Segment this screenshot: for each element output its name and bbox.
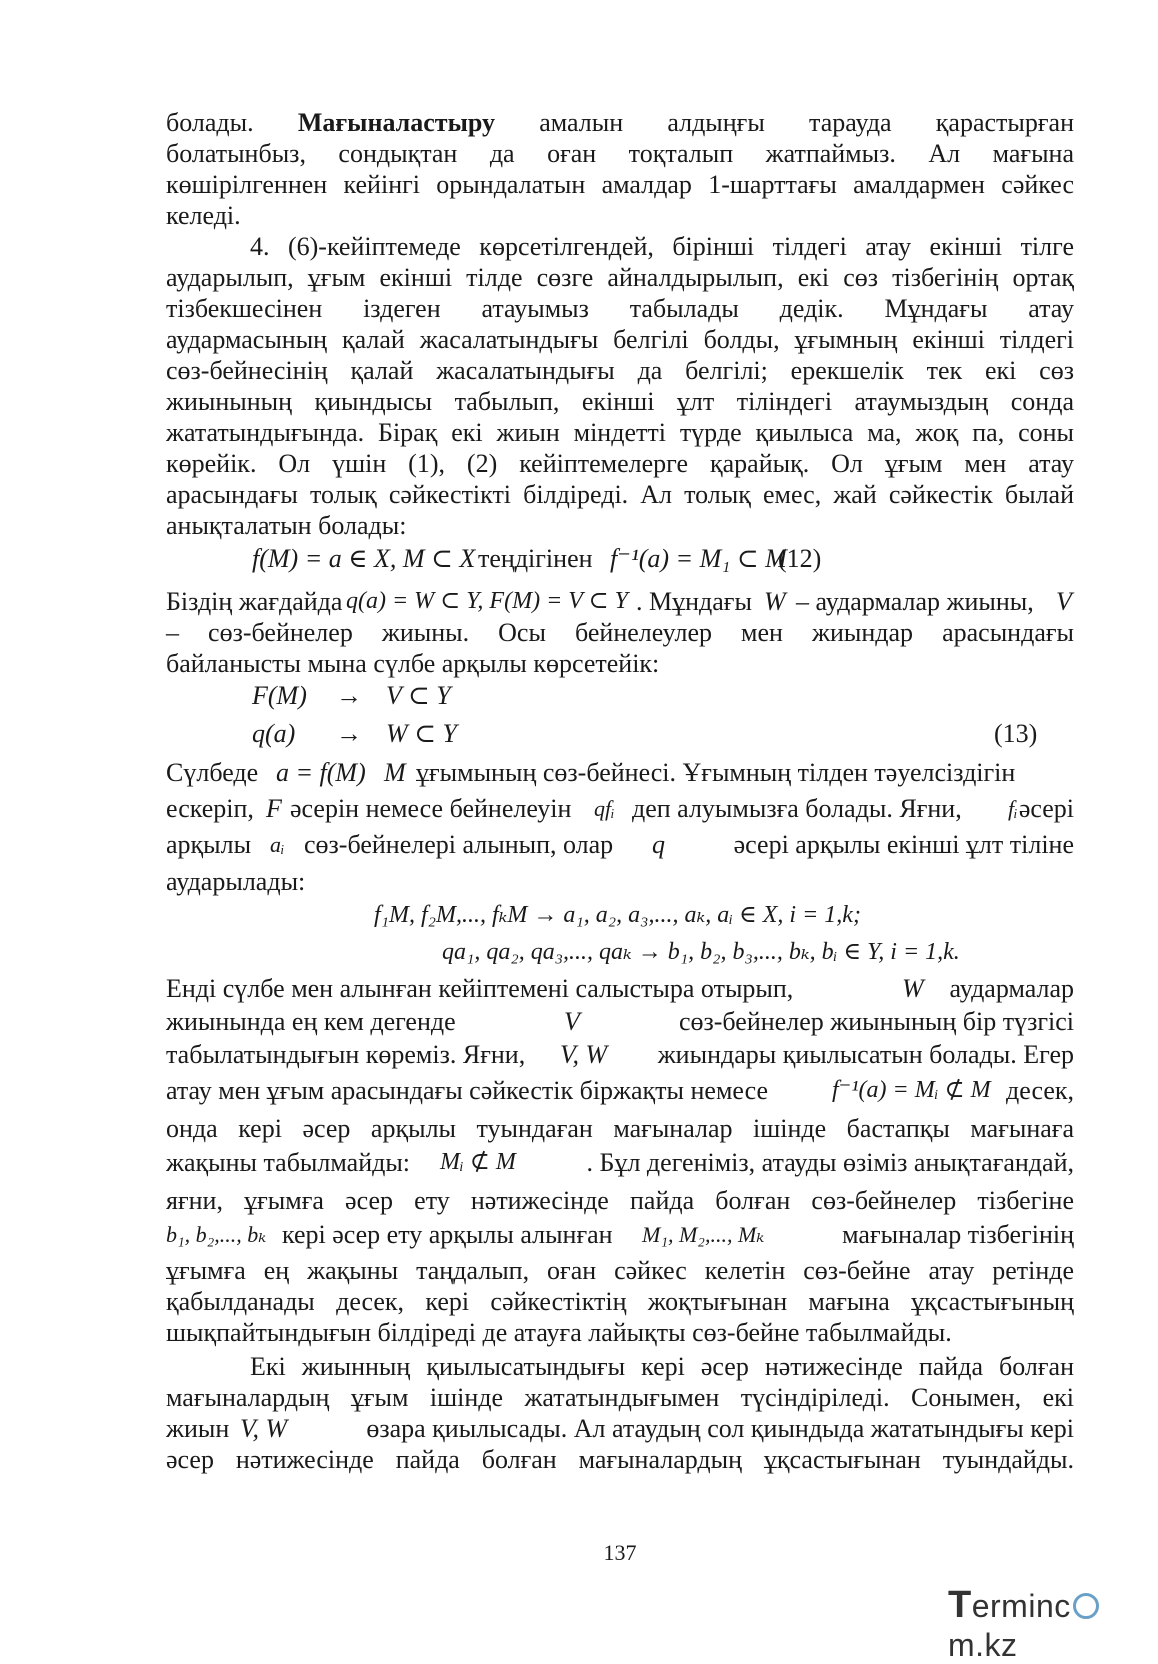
inline-formula: q(a) = W ⊂ Y, F(M) = V ⊂ Y (346, 588, 628, 614)
text-line: қабылданады десек, кері сәйкестіктің жоқтығынан мағына ұқсастығының (166, 1287, 1074, 1316)
logo-text: erminc (971, 1588, 1071, 1624)
text-fragment: өзара қиылысады. Ал атаудың сол қиындыда жататындығы кері (366, 1414, 1074, 1443)
formula-line: f₁M, f₂M,..., fₖM → a₁, a₂, a₃,..., aₖ, aᵢ ∈ X, i = 1,k; (374, 902, 861, 928)
logo-text: m.kz (948, 1627, 1018, 1663)
text-line: жиынының қиындысы табылып, екінші ұлт тіліндегі атаумыздың сонда (166, 387, 1074, 416)
text-fragment: сөз-бейнелері алынып, олар (304, 830, 614, 859)
text-fragment: жиын (166, 1414, 230, 1443)
text-fragment: жиынында ең кем дегенде (166, 1007, 456, 1036)
logo-letter: T (948, 1584, 972, 1626)
math-symbol: fᵢ (1008, 796, 1018, 821)
text-fragment: табылатындығын көреміз. Яғни, (166, 1040, 526, 1069)
text-line: анықталатын болады: (166, 511, 407, 540)
text-line: – сөз-бейнелер жиыны. Осы бейнелеулер мен жиындар арасындағы (166, 618, 1074, 647)
text-line: 4. (6)-кейіптемеде көрсетілгендей, бірінші тілдегі атау екінші тілге (250, 232, 1074, 261)
text-line: аударылады: (166, 867, 306, 896)
text-line: Екі жиынның қиылысатындығы кері әсер нәтижесінде пайда болған (250, 1352, 1074, 1381)
text-fragment: кері әсер ету арқылы алынған (282, 1220, 613, 1249)
page-number: 137 (603, 1540, 637, 1565)
scheme-right: W ⊂ Y (386, 719, 457, 748)
text-fragment: аудармалар (949, 974, 1074, 1003)
text-fragment: әсерін немесе бейнелеуін (290, 794, 572, 823)
text-line: онда кері әсер арқылы туындаған мағыналар ішінде бастапқы мағынаға (166, 1114, 1074, 1143)
text-fragment: арқылы (166, 830, 252, 859)
text-line: арасындағы толық сәйкестікті білдіреді. Ал толық емес, жай сәйкестік былай (166, 480, 1074, 509)
text-line: жататындығында. Бірақ екі жиын міндетті түрде қиылыса ма, жоқ па, соны (166, 418, 1074, 447)
text-fragment: әсері (1018, 794, 1074, 823)
text-fragment: . Мұндағы (636, 587, 752, 616)
scheme-arrow: → (336, 681, 362, 710)
math-symbol: W (764, 587, 786, 616)
text-line: ұғымға ең жақыны таңдалып, оған сәйкес келетін сөз-бейне атау ретінде (166, 1256, 1074, 1285)
text-line: келеді. (166, 201, 241, 230)
text-fragment: Енді сүлбе мен алынған кейіптемені салыстыра отырып, (166, 974, 794, 1003)
text-line: әсер нәтижесінде пайда болған мағыналардың ұқсастығынан туындайды. (166, 1445, 1074, 1474)
inline-formula: qfᵢ (594, 796, 615, 821)
inline-formula: b₁, b₂,..., bₖ (166, 1222, 267, 1247)
text-fragment: Сүлбеде (166, 758, 259, 787)
math-symbol: V (564, 1007, 580, 1036)
math-symbol: q (652, 830, 665, 859)
text-fragment: атау мен ұғым арасындағы сәйкестік біржақты немесе (166, 1076, 768, 1105)
math-symbol: M (384, 758, 406, 787)
text-fragment: жақыны табылмайды: (166, 1148, 411, 1177)
text-fragment: десек, (1006, 1076, 1074, 1105)
text-fragment: Біздің жағдайда (166, 587, 343, 616)
text-line: сөз-бейнесінің қалай жасалатындығы да белгілі; ерекшелік тек екі сөз (166, 356, 1074, 385)
math-symbol: F (266, 794, 282, 823)
logo-ring-icon (1073, 1593, 1099, 1619)
formula-word: теңдігінен (478, 544, 593, 573)
scheme-arrow: → (336, 719, 362, 748)
text-fragment: жиындары қиылысатын болады. Егер (657, 1040, 1074, 1069)
bold-term: Мағыналастыру (297, 108, 495, 137)
text-line: аудармасының қалай жасалатындығы белгілі болды, ұғымның екінші тілдегі (166, 325, 1074, 354)
text-fragment: сөз-бейнелер жиынының бір түзгісі (678, 1007, 1074, 1036)
scheme-right: V ⊂ Y (386, 681, 451, 710)
scheme-left: q(a) (252, 719, 296, 748)
inline-formula: f⁻¹(a) = Mᵢ ⊄ M (832, 1077, 991, 1103)
text-line: көрейік. Ол үшін (1), (2) кейіптемелерге қарайық. Ол ұғым мен атау (166, 449, 1074, 478)
math-symbol: V, W (240, 1414, 288, 1443)
formula-rhs: f⁻¹(a) = M₁ ⊂ M (610, 544, 787, 573)
text-fragment: деп алуымызға болады. Яғни, (632, 794, 962, 823)
text-fragment: ескеріп, (166, 794, 254, 823)
text-fragment: . Бұл дегеніміз, атауды өзіміз анықтағандай, (586, 1148, 1074, 1177)
math-symbol: V (1056, 587, 1072, 616)
math-symbol: V, W (560, 1040, 608, 1069)
equation-number: (12) (778, 544, 822, 573)
inline-formula: M₁, M₂,..., Mₖ (642, 1222, 765, 1247)
termincom-logo[interactable] (948, 1584, 1158, 1663)
scheme-left: F(M) (252, 681, 307, 710)
text-line: шықпайтындығын білдіреді де атауға лайықты сөз-бейне табылмайды. (166, 1318, 952, 1347)
text-line: аударылып, ұғым екінші тілде сөзге айналдырылып, екі сөз тізбегінің ортақ (166, 263, 1074, 292)
math-symbol: aᵢ (270, 832, 285, 857)
equation-number: (13) (994, 719, 1038, 748)
text-line: байланысты мына сүлбе арқылы көрсетейік: (166, 649, 660, 678)
text-line: мағыналардың ұғым ішінде жататындығымен түсіндіріледі. Сонымен, екі (166, 1383, 1074, 1412)
text-fragment: әсері арқылы екінші ұлт тіліне (733, 830, 1074, 859)
text-line: болатынбыз, сондықтан да оған тоқталып жатпаймыз. Ал мағына (166, 139, 1074, 168)
text-fragment: мағыналар тізбегінің (842, 1220, 1074, 1249)
text-line: болады. Мағыналастыру амалын алдыңғы тарауда қарастырған (166, 108, 1074, 137)
inline-formula: Mᵢ ⊄ M (440, 1149, 516, 1175)
text-line: көшірілгеннен кейінгі орындалатын амалдар 1-шарттағы амалдармен сәйкес (166, 170, 1074, 199)
text-fragment: – аудармалар жиыны, (796, 587, 1034, 616)
text-fragment: ұғымының сөз-бейнесі. Ұғымның тілден тәуелсіздігін (416, 758, 1016, 787)
text-line: тізбекшесінен іздеген атауымыз табылады дедік. Мұндағы атау (166, 294, 1074, 323)
inline-formula: a = f(M) (276, 758, 366, 787)
math-symbol: W (902, 974, 924, 1003)
formula-line: qa₁, qa₂, qa₃,..., qaₖ → b₁, b₂, b₃,..., bₖ, bᵢ ∈ Y, i = 1,k. (442, 939, 960, 965)
text-line: яғни, ұғымға әсер ету нәтижесінде пайда болған сөз-бейнелер тізбегіне (166, 1186, 1074, 1215)
formula-lhs: f(M) = a ∈ X, M ⊂ X (252, 544, 476, 573)
